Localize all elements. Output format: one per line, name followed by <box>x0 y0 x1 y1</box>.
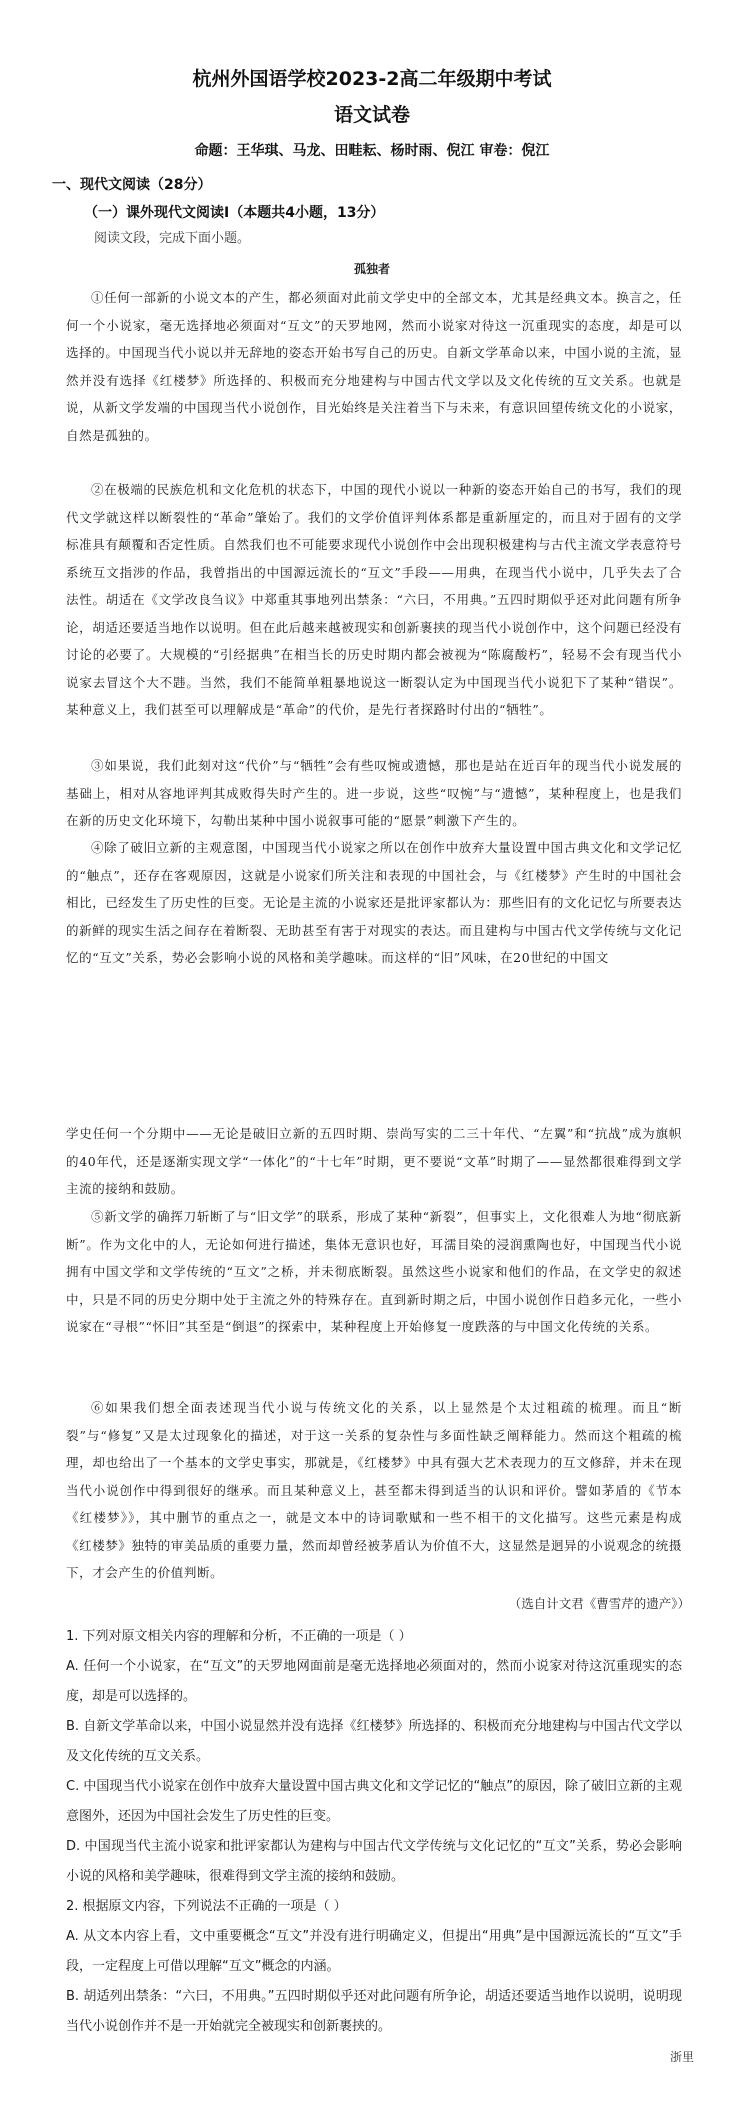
question-2-stem: 2. 根据原文内容，下列说法不正确的一项是（ ） <box>66 1899 347 1914</box>
subsection-heading: （一）课外现代文阅读Ⅰ（本题共4小题，13分） <box>84 205 385 221</box>
exam-subject: 语文试卷 <box>333 104 410 126</box>
question-2-option-a: A. 从文本内容上看，文中重要概念“互文”并没有进行明确定义，但提出“用典”是中国源远流长的“互文”手段，一定程度上可借以理解“互文”概念的内涵。 <box>66 1929 682 1974</box>
exam-title: 杭州外国语学校2023-2高二年级期中考试 <box>192 68 552 90</box>
exam-authors: 命题：王华琪、马龙、田畦耘、杨时雨、倪江 审卷：倪江 <box>194 143 550 159</box>
question-1-option-d: D. 中国现当代主流小说家和批评家都认为建构与中国古代文学传统与文化记忆的“互文”关系，势必会影响小说的风格和美学趣味，很难得到文学主流的接纳和鼓励。 <box>66 1839 682 1884</box>
essay-paragraph-1: ①任何一部新的小说文本的产生，都必须面对此前文学史中的全部文本，尤其是经典文本。换言之，任何一个小说家，毫无选择地必须面对“互文”的天罗地网，然而小说家对待这一沉重现实的态度，却是可以选择的。中国现当代小说以并无辞地的姿态开始书写自己的历史。自新文学革命以来，中国小说的主流，显然并没有选择《红楼梦》所选择的、积极而充分地建构与中国古代文学以及文化传统的互文关系。也就是说，从新文学发端的中国现当代小说创作，目光始终是关注着当下与未来，有意识回望传统文化的小说家，自然是孤独的。 <box>66 290 682 443</box>
footer-region: 浙里 <box>669 2050 694 2064</box>
essay-title: 孤独者 <box>353 262 390 276</box>
question-1-option-c: C. 中国现当代小说家在创作中放弃大量设置中国古典文化和文学记忆的“触点”的原因，除了破旧立新的主观意图外，还因为中国社会发生了历史性的巨变。 <box>66 1779 682 1824</box>
essay-paragraph-3: ③如果说，我们此刻对这“代价”与“牺牲”会有些叹惋或遗憾，那也是站在近百年的现当代小说发展的基础上，相对从容地评判其成败得失时产生的。进一步说，这些“叹惋”与“遗憾”，某种程度上，也是我们在新的历史文化环境下，勾勒出某种中国小说叙事可能的“愿景”刺激下产生的。 <box>66 758 682 828</box>
question-1-option-b: B. 自新文学革命以来，中国小说显然并没有选择《红楼梦》所选择的、积极而充分地建构与中国古代文学以及文化传统的互文关系。 <box>66 1719 682 1764</box>
essay-paragraph-6: ⑥如果我们想全面表述现当代小说与传统文化的关系，以上显然是个太过粗疏的梳理。而且“断裂”与“修复”又是太过现象化的描述，对于这一关系的复杂性与多面性缺乏阐释能力。然而这个粗疏的梳理，却也给出了一个基本的文学史事实，那就是，《红楼梦》中具有强大艺术表现力的互文修辞，并未在现当代小说创作中得到很好的继承。而且某种意义上，甚至都未得到适当的认识和评价。譬如茅盾的《节本《红楼梦》》，其中删节的重点之一，就是文本中的诗词歌赋和一些不相干的文化描写。这些元素是构成《红楼梦》独特的审美品质的重要力量，然而却曾经被茅盾认为价值不大，这显然是迥异的小说观念的统摄下，才会产生的价值判断。 <box>66 1400 682 1580</box>
essay-paragraph-5: ⑤新文学的确挥刀斩断了与“旧文学”的联系，形成了某种“新裂”，但事实上，文化很难人为地“彻底新断”。作为文化中的人，无论如何进行描述，集体无意识也好，耳濡目染的浸润熏陶也好，中国现当代小说拥有中国文学和文学传统的“互文”之桥，并未彻底断裂。虽然这些小说家和他们的作品，在文学史的叙述中，只是不同的历史分期中处于主流之外的特殊存在。直到新时期之后，中国小说创作日趋多元化，一些小说家在“寻根”“怀旧”其至是“倒退”的探索中，某种程度上开始修复一度跌落的与中国文化传统的关系。 <box>66 1209 682 1334</box>
section-heading: 一、现代文阅读（28分） <box>52 177 212 193</box>
question-2-option-b: B. 胡适列出禁条：“六曰，不用典。”五四时期似乎还对此问题有所争论，胡适还要适当地作以说明，说明现当代小说创作并不是一开始就完全被现实和创新裹挟的。 <box>66 1989 682 2034</box>
essay-source: （选自计文君《曹雪芹的遗产》） <box>508 1596 690 1611</box>
reading-instruction: 阅读文段，完成下面小题。 <box>94 231 251 246</box>
essay-paragraph-2: ②在极端的民族危机和文化危机的状态下，中国的现代小说以一种新的姿态开始自己的书写，我们的现代文学就这样以断裂性的“革命”肇始了。我们的文学价值评判体系都是重新厘定的，而且对于固有的文学标准具有颠覆和否定性质。自然我们也不可能要求现代小说创作中会出现积极建构与古代主流文学表意符号系统互文指涉的作品，我曾指出的中国源远流长的“互文”手段——用典，在现当代小说中，几乎失去了合法性。胡适在《文学改良刍议》中郑重其事地列出禁条：“六曰，不用典。”五四时期似乎还对此问题有所争论，胡适还要适当地作以说明。但在此后越来越被现实和创新裹挟的现当代小说创作中，这个问题已经没有讨论的必要了。大规模的“引经据典”在相当长的历史时期内都会被视为“陈腐酸朽”，轻易不会有现当代小说家去冒这个大不韪。当然，我们不能简单粗暴地说这一断裂认定为中国现当代小说犯下了某种“错误”。某种意义上，我们甚至可以理解成是“革命”的代价，是先行者探路时付出的“牺牲”。 <box>66 482 682 717</box>
essay-paragraph-4: ④除了破旧立新的主观意图，中国现当代小说家之所以在创作中放弃大量设置中国古典文化和文学记忆的“触点”，还存在客观原因，这就是小说家们所关注和表现的中国社会，与《红楼梦》产生时的中国社会相比，已经发生了历史性的巨变。无论是主流的小说家还是批评家都认为：那些旧有的文化记忆与所要表达的新鲜的现实生活之间存在着断裂、无助甚至有害于对现实的表达。而且建构与中国古代文学传统与文化记忆的“互文”关系，势必会影响小说的风格和美学趣味。而这样的“旧”风味，在20世纪的中国文 <box>66 840 682 965</box>
question-1-stem: 1. 下列对原文相关内容的理解和分析，不正确的一项是（ ） <box>66 1629 412 1644</box>
essay-paragraph-4-continued: 学史任何一个分期中——无论是破旧立新的五四时期、崇尚写实的二三十年代、“左翼”和“抗战”成为旗帜的40年代，还是逐渐实现文学“一体化”的“十七年”时期，更不要说“文革”时期了——显然都很难得到文学主流的接纳和鼓励。 <box>66 1126 682 1196</box>
question-1-option-a: A. 任何一个小说家，在“互文”的天罗地网面前是毫无选择地必须面对的，然而小说家对待这沉重现实的态度，却是可以选择的。 <box>66 1659 682 1704</box>
